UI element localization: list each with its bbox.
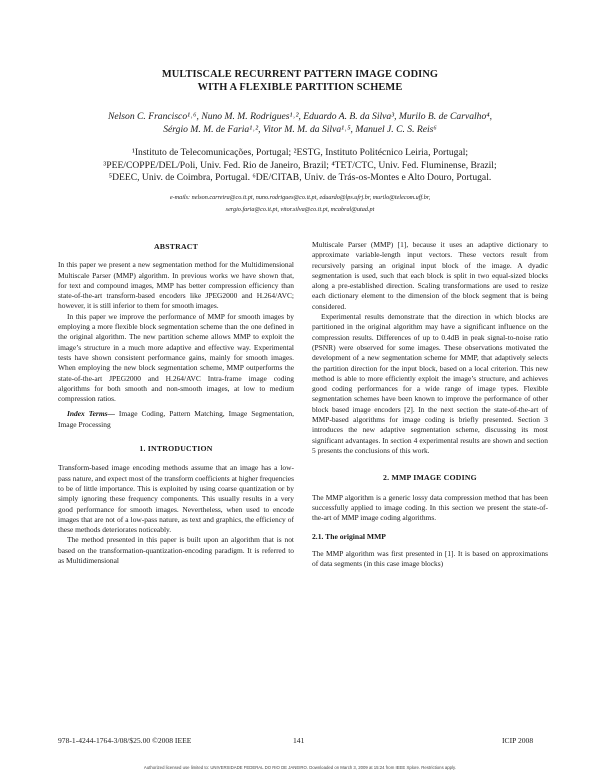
authors-line-2: Sérgio M. M. de Faria¹˒², Vitor M. M. da Silva¹˒⁵, Manuel J. C. S. Reis⁶ xyxy=(163,124,437,135)
right-paragraph-2: Experimental results demonstrate that the direction in which blocks are partitioned in the original algorithm may have a significant influence on the compression results. Differences of up to 0.4dB in peak signal-to-noise ratio (PSNR) were observed for some images. These observations motivated the development of a new segmentation scheme for MMP, that adaptively selects the partition direction for the input block, based on a local criterion. This new method is able to more efficiently exploit the image’s structure, and achieves good coding performances for a wide range of image types. Flexible segmentation schemes have been known to improve the performance of other block based image encoders [2]. In the next section the state-of-the-art of MMP-based algorithms for image coding is briefly presented. Section 3 introduces the new adaptive segmentation scheme, discussing its most significant advantages. In section 4 experimental results are shown and section 5 presents the conclusions of this work. xyxy=(312,312,548,455)
authors-line-1: Nelson C. Francisco¹˒⁶, Nuno M. M. Rodrigues¹˒², Eduardo A. B. da Silva³, Murilo B. de Carvalho⁴, xyxy=(107,111,493,122)
license-disclaimer: Authorized licensed use limited to: UNIVERSIDADE FEDERAL DO RIO DE JANEIRO. Downloaded on March 3, 2009 at 15:24 from IEEE Xplore. Restrictions apply. xyxy=(143,765,457,770)
index-terms-text: Image Coding, Pattern Matching, Image Segmentation, Image Processing xyxy=(58,409,294,429)
abstract-paragraph-2: In this paper we improve the performance of MMP for smooth images by employing a more flexible block segmentation scheme than the one defined in the original algorithm. The new partition scheme allows MMP to exploit the image’s structure in a much more adaptive and effective way. Experimental tests have shown consistent performance gains, mainly for smooth images. When employing the new block segmentation scheme, MMP outperforms the state-of-the-art JPEG2000 and H.264/AVC Intra-frame image coding algorithms for both smooth and non-smooth images, at low to medium compression ratios. xyxy=(58,311,294,404)
right-column xyxy=(312,240,548,569)
introduction-paragraph-2: The method presented in this paper is built upon an algorithm that is not based on the transformation-quantization-encoding paradigm. It is referred to as Multidimensional xyxy=(58,535,294,566)
introduction-heading: 1. INTRODUCTION xyxy=(139,444,213,454)
author-list xyxy=(60,110,540,136)
abstract-paragraph-1: In this paper we present a new segmentation method for the Multidimensional Multiscale Parser (MMP) algorithm. In previous works we have shown that, for text and compound images, MMP has better compression efficiency than state-of-the-art transform-based encoders like JPEG2000 and H.264/AVC; however, it is still inferior to them for smooth images. xyxy=(58,260,294,311)
affiliation-line-3: ⁵DEEC, Univ. de Coimbra, Portugal. ⁶DE/CITAB, Univ. de Trás-os-Montes e Alto Douro, Portugal. xyxy=(108,172,492,184)
left-column xyxy=(58,242,294,566)
abstract-heading: ABSTRACT xyxy=(153,242,199,251)
emails-line-1: e-mails: nelson.carreira@co.it.pt, nuno.rodrigues@co.it.pt, eduardo@lps.ufrj.br, murilo@telecom.uff.br, xyxy=(169,194,431,201)
footer-isbn: 978-1-4244-1764-3/08/$25.00 ©2008 IEEE xyxy=(58,736,192,745)
footer-conference: ICIP 2008 xyxy=(502,736,534,745)
mmp-coding-paragraph: The MMP algorithm is a generic lossy data compression method that has been successfully applied to image coding. In this section we present the state-of-the-art of MMP image coding algorithms. xyxy=(312,492,548,523)
affiliation-line-2: ³PEE/COPPE/DEL/Poli, Univ. Fed. Rio de Janeiro, Brazil; ⁴TET/CTC, Univ. Fed. Fluminense, Brazil; xyxy=(103,159,497,171)
index-terms-lead: Index Terms— xyxy=(67,409,115,419)
title-line-2: WITH A FLEXIBLE PARTITION SCHEME xyxy=(197,82,403,93)
mmp-coding-heading: 2. MMP IMAGE CODING xyxy=(383,473,477,483)
index-terms xyxy=(58,409,294,430)
email-list xyxy=(40,192,560,215)
footer-page-number: 141 xyxy=(293,736,305,745)
emails-line-2: sergio.faria@co.it.pt, vitor.silva@co.it.pt, mcabral@utad.pt xyxy=(225,205,375,213)
title-line-1: MULTISCALE RECURRENT PATTERN IMAGE CODING xyxy=(161,69,439,80)
affiliation-line-1: ¹Instituto de Telecomunicações, Portugal; ²ESTG, Instituto Politécnico Leiria, Portugal; xyxy=(131,147,469,158)
original-mmp-subheading: 2.1. The original MMP xyxy=(312,532,386,542)
paper-title xyxy=(0,68,600,94)
introduction-paragraph-1: Transform-based image encoding methods assume that an image has a low-pass nature, and expect most of the transform coefficients at higher frequencies to be of little importance. This is exploited by using coarse quantization or by simply ignoring these frequency components. This usually results in a very good performance for smooth images. Nevertheless, when used to encode images that are not of a low-pass nature, as text and graphics, the efficiency of these methods deteriorates noticeably. xyxy=(58,463,294,535)
right-paragraph-1: Multiscale Parser (MMP) [1], because it uses an adaptive dictionary to approximate variable-length input vectors. These vectors result from recursively parsing an original input block of the image. A dyadic segmentation is used, such that each block is split in two equal-sized blocks along a pre-established direction. Scaling transformations are used to resize each dictionary element to the dimension of the block segment that is being considered. xyxy=(312,240,548,311)
affiliations xyxy=(30,147,570,185)
original-mmp-paragraph: The MMP algorithm was first presented in [1]. It is based on approximations of data segments (in this case image blocks) xyxy=(312,548,548,569)
